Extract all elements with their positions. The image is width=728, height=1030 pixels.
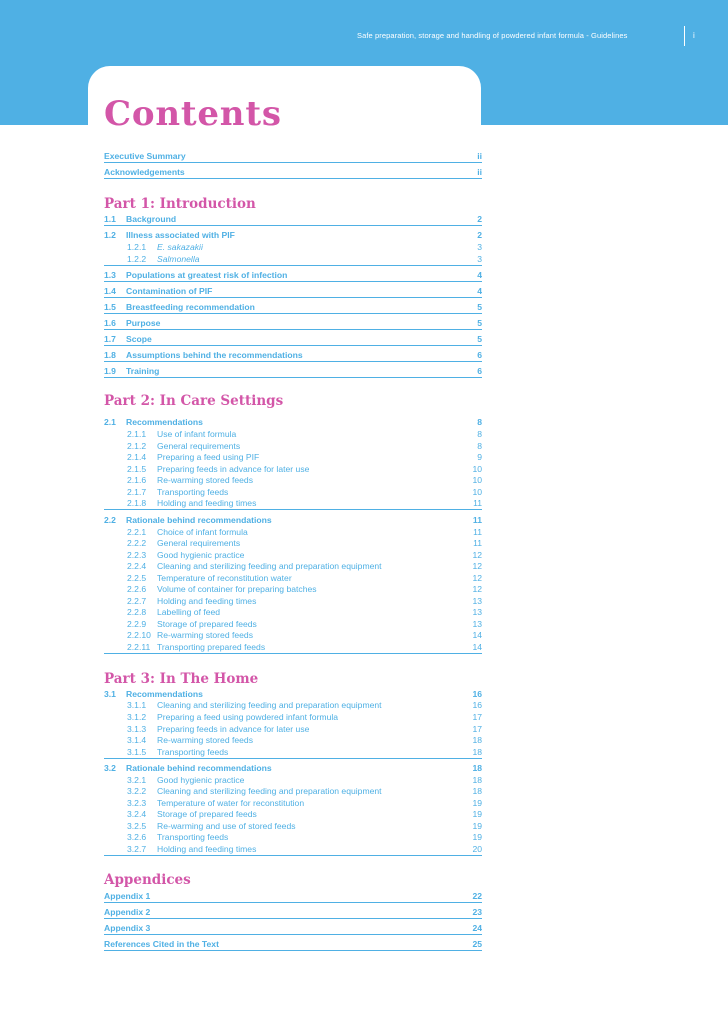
toc-entry-3-1-1[interactable]: 3.1.1 Cleaning and sterilizing feeding and preparation equipment 16: [127, 700, 482, 710]
toc-entry-1-8[interactable]: 1.8 Assumptions behind the recommendations 6: [104, 350, 482, 360]
toc-entry-3-1-2[interactable]: 3.1.2 Preparing a feed using powdered infant formula 17: [127, 712, 482, 722]
toc-entry-1-4[interactable]: 1.4 Contamination of PIF 4: [104, 286, 482, 296]
toc-entry-3-2-5[interactable]: 3.2.5 Re-warming and use of stored feeds 19: [127, 821, 482, 831]
toc-entry-2-1-7[interactable]: 2.1.7 Transporting feeds 10: [127, 487, 482, 497]
toc-entry-1-2-2[interactable]: 1.2.2 Salmonella 3: [104, 254, 482, 266]
toc-entry-1-7[interactable]: 1.7 Scope 5: [104, 334, 482, 344]
toc-entry-2-1-8[interactable]: 2.1.8 Holding and feeding times 11: [104, 498, 482, 510]
running-title: Safe preparation, storage and handling of powdered infant formula - Guidelines: [357, 31, 628, 40]
toc-entry-3-1[interactable]: 3.1 Recommendations 16: [104, 689, 482, 699]
toc-entry-1-2-1[interactable]: 1.2.1 E. sakazakii 3: [127, 242, 482, 252]
part2-heading: Part 2: In Care Settings: [104, 393, 284, 409]
toc-entry-3-2-3[interactable]: 3.2.3 Temperature of water for reconstitution 19: [127, 798, 482, 808]
toc-entry-2-1[interactable]: 2.1 Recommendations 8: [104, 417, 482, 427]
toc-entry-3-2-2[interactable]: 3.2.2 Cleaning and sterilizing feeding and preparation equipment 18: [127, 786, 482, 796]
toc-entry-1-3[interactable]: 1.3 Populations at greatest risk of infection 4: [104, 270, 482, 280]
toc-entry-1-2[interactable]: 1.2 Illness associated with PIF 2: [104, 230, 482, 240]
appendices-heading: Appendices: [104, 872, 191, 888]
toc-entry-references[interactable]: References Cited in the Text 25: [104, 939, 482, 949]
toc-entry-appendix-2[interactable]: Appendix 2 23: [104, 907, 482, 917]
toc-entry-2-2-7[interactable]: 2.2.7 Holding and feeding times 13: [127, 596, 482, 606]
toc-entry-3-2-1[interactable]: 3.2.1 Good hygienic practice 18: [127, 775, 482, 785]
toc-entry-3-1-4[interactable]: 3.1.4 Re-warming stored feeds 18: [127, 735, 482, 745]
toc-entry-appendix-3[interactable]: Appendix 3 24: [104, 923, 482, 933]
toc-entry-3-2-6[interactable]: 3.2.6 Transporting feeds 19: [127, 832, 482, 842]
page-title: Contents: [104, 94, 282, 134]
toc-entry-3-1-3[interactable]: 3.1.3 Preparing feeds in advance for later use 17: [127, 724, 482, 734]
toc-entry-executive-summary[interactable]: Executive Summary ii: [104, 151, 482, 161]
toc-entry-2-2-11[interactable]: 2.2.11 Transporting prepared feeds 14: [104, 642, 482, 654]
toc-entry-2-1-1[interactable]: 2.1.1 Use of infant formula 8: [127, 429, 482, 439]
toc-entry-2-1-6[interactable]: 2.1.6 Re-warming stored feeds 10: [127, 475, 482, 485]
toc-entry-2-1-4[interactable]: 2.1.4 Preparing a feed using PIF 9: [127, 452, 482, 462]
toc-entry-3-1-5[interactable]: 3.1.5 Transporting feeds 18: [104, 747, 482, 759]
toc-entry-2-2-1[interactable]: 2.2.1 Choice of infant formula 11: [127, 527, 482, 537]
toc-entry-2-1-5[interactable]: 2.1.5 Preparing feeds in advance for later use 10: [127, 464, 482, 474]
toc-entry-2-2[interactable]: 2.2 Rationale behind recommendations 11: [104, 515, 482, 525]
toc-entry-1-1[interactable]: 1.1 Background 2: [104, 214, 482, 224]
toc-entry-1-5[interactable]: 1.5 Breastfeeding recommendation 5: [104, 302, 482, 312]
toc-entry-2-2-2[interactable]: 2.2.2 General requirements 11: [127, 538, 482, 548]
toc-entry-1-6[interactable]: 1.6 Purpose 5: [104, 318, 482, 328]
page-number: i: [693, 31, 695, 40]
toc-entry-2-2-3[interactable]: 2.2.3 Good hygienic practice 12: [127, 550, 482, 560]
toc-entry-2-2-8[interactable]: 2.2.8 Labelling of feed 13: [127, 607, 482, 617]
header-divider: [684, 26, 685, 46]
toc-entry-2-2-5[interactable]: 2.2.5 Temperature of reconstitution water 12: [127, 573, 482, 583]
toc-entry-3-2-4[interactable]: 3.2.4 Storage of prepared feeds 19: [127, 809, 482, 819]
toc-entry-3-2[interactable]: 3.2 Rationale behind recommendations 18: [104, 763, 482, 773]
part1-heading: Part 1: Introduction: [104, 196, 256, 212]
toc-entry-2-2-9[interactable]: 2.2.9 Storage of prepared feeds 13: [127, 619, 482, 629]
part3-heading: Part 3: In The Home: [104, 671, 259, 687]
toc-entry-2-2-6[interactable]: 2.2.6 Volume of container for preparing batches 12: [127, 584, 482, 594]
toc-entry-1-9[interactable]: 1.9 Training 6: [104, 366, 482, 376]
toc-entry-acknowledgements[interactable]: Acknowledgements ii: [104, 167, 482, 177]
toc-entry-2-2-10[interactable]: 2.2.10 Re-warming stored feeds 14: [127, 630, 482, 640]
toc-entry-2-2-4[interactable]: 2.2.4 Cleaning and sterilizing feeding and preparation equipment 12: [127, 561, 482, 571]
toc-entry-appendix-1[interactable]: Appendix 1 22: [104, 891, 482, 901]
toc-entry-2-1-2[interactable]: 2.1.2 General requirements 8: [127, 441, 482, 451]
toc-entry-3-2-7[interactable]: 3.2.7 Holding and feeding times 20: [104, 844, 482, 856]
